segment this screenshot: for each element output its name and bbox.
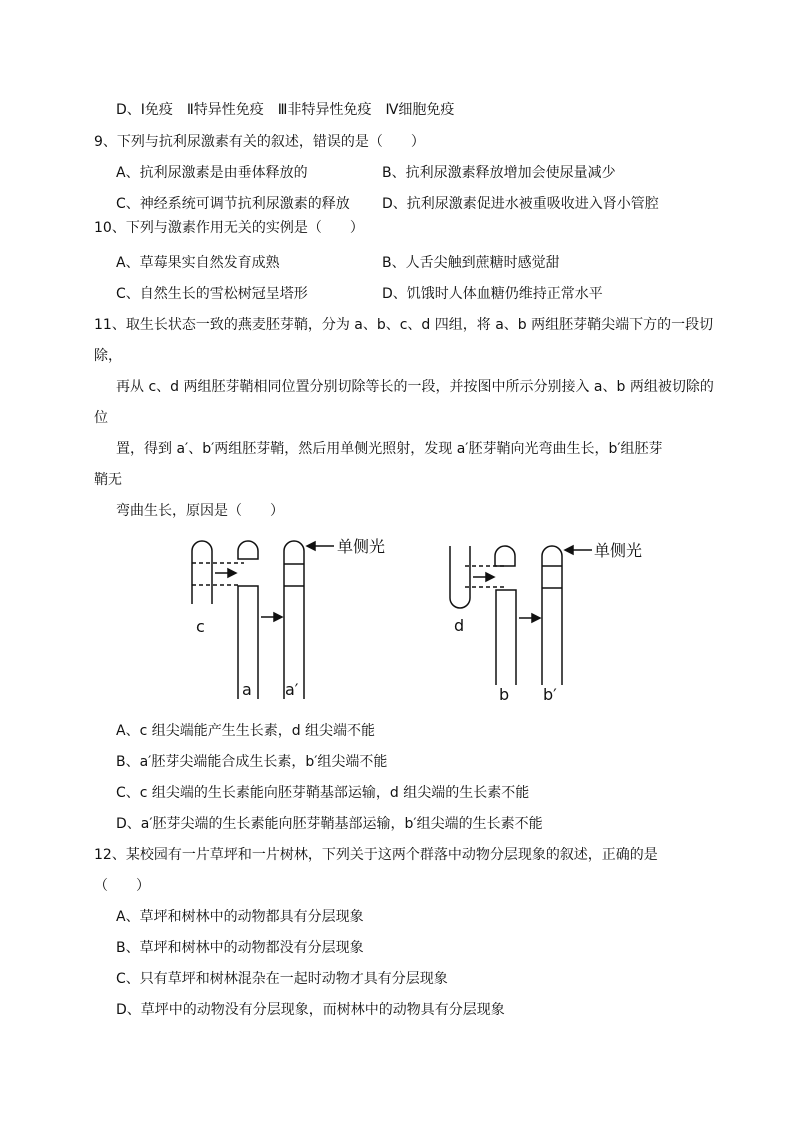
q11-option-d: D、a′胚芽尖端的生长素能向胚芽鞘基部运输，b′组尖端的生长素不能 bbox=[116, 816, 543, 832]
arrow-b-to-b-prime-head bbox=[532, 614, 540, 622]
light-label-left: 单侧光 bbox=[337, 537, 386, 556]
q12-option-b: B、草坪和树林中的动物都没有分层现象 bbox=[116, 940, 364, 956]
q11-stem-line-5: 置，得到 a′、b′两组胚芽鞘，然后用单侧光照射，发现 a′胚芽鞘向光弯曲生长，b′组胚芽 bbox=[116, 441, 663, 457]
q10-stem: 10、下列与激素作用无关的实例是（ ） bbox=[94, 220, 364, 236]
q9-option-a: A、抗利尿激素是由垂体释放的 bbox=[116, 165, 308, 181]
q11-stem-line-7: 弯曲生长，原因是（ ） bbox=[116, 503, 284, 519]
q11-stem-line-3: 再从 c、d 两组胚芽鞘相同位置分别切除等长的一段，并按图中所示分别接入 a、b 两组被切除的 bbox=[116, 379, 714, 395]
q9-stem: 9、下列与抗利尿激素有关的叙述，错误的是（ ） bbox=[94, 134, 425, 150]
light-arrow-left-head bbox=[307, 542, 315, 550]
q11-option-a: A、c 组尖端能产生生长素，d 组尖端不能 bbox=[116, 723, 376, 739]
q8-option-d: D、Ⅰ免疫 Ⅱ特异性免疫 Ⅲ非特异性免疫 Ⅳ细胞免疫 bbox=[116, 102, 455, 118]
label-b: b bbox=[499, 685, 510, 704]
q11-stem-line-4: 位 bbox=[94, 410, 108, 426]
q11-stem-line-1: 11、取生长状态一致的燕麦胚芽鞘，分为 a、b、c、d 四组，将 a、b 两组胚芽鞘尖端下方的一段切 bbox=[94, 317, 714, 333]
q11-stem-line-2: 除， bbox=[94, 348, 122, 364]
coleoptile-b-base bbox=[496, 590, 516, 685]
q9-option-c: C、神经系统可调节抗利尿激素的释放 bbox=[116, 196, 350, 212]
q12-option-a: A、草坪和树林中的动物都具有分层现象 bbox=[116, 909, 364, 925]
coleoptile-d bbox=[450, 546, 470, 608]
q12-stem-line-2: （ ） bbox=[94, 878, 150, 894]
light-arrow-right-head bbox=[565, 546, 573, 554]
q9-option-b: B、抗利尿激素释放增加会使尿量减少 bbox=[382, 165, 616, 181]
q11-stem-line-6: 鞘无 bbox=[94, 472, 122, 488]
coleoptile-a-tip bbox=[238, 541, 258, 559]
q10-option-a: A、草莓果实自然发育成熟 bbox=[116, 255, 280, 271]
label-c: c bbox=[196, 617, 205, 636]
q11-option-c: C、c 组尖端的生长素能向胚芽鞘基部运输，d 组尖端的生长素不能 bbox=[116, 785, 530, 801]
q10-option-c: C、自然生长的雪松树冠呈塔形 bbox=[116, 286, 308, 302]
light-label-right: 单侧光 bbox=[594, 541, 643, 560]
coleoptile-b-prime bbox=[542, 546, 562, 685]
q11-option-b: B、a′胚芽尖端能合成生长素，b′组尖端不能 bbox=[116, 754, 388, 770]
coleoptile-c bbox=[192, 541, 212, 604]
arrow-a-to-a-prime-head bbox=[274, 613, 282, 621]
arrow-d-to-b-head bbox=[486, 573, 494, 581]
label-a-prime: a′ bbox=[285, 680, 299, 699]
arrow-c-to-a-head bbox=[228, 569, 236, 577]
label-a: a bbox=[242, 680, 252, 699]
q12-stem-line-1: 12、某校园有一片草坪和一片树林，下列关于这两个群落中动物分层现象的叙述，正确的是 bbox=[94, 847, 658, 863]
q10-option-b: B、人舌尖触到蔗糖时感觉甜 bbox=[382, 255, 560, 271]
label-b-prime: b′ bbox=[543, 685, 557, 704]
q10-option-d: D、饥饿时人体血糖仍维持正常水平 bbox=[382, 286, 603, 302]
q12-option-c: C、只有草坪和树林混杂在一起时动物才具有分层现象 bbox=[116, 971, 448, 987]
coleoptile-b-tip bbox=[495, 546, 515, 566]
label-d: d bbox=[454, 616, 465, 635]
q9-option-d: D、抗利尿激素促进水被重吸收进入肾小管腔 bbox=[382, 196, 659, 212]
q12-option-d: D、草坪中的动物没有分层现象，而树林中的动物具有分层现象 bbox=[116, 1002, 505, 1018]
